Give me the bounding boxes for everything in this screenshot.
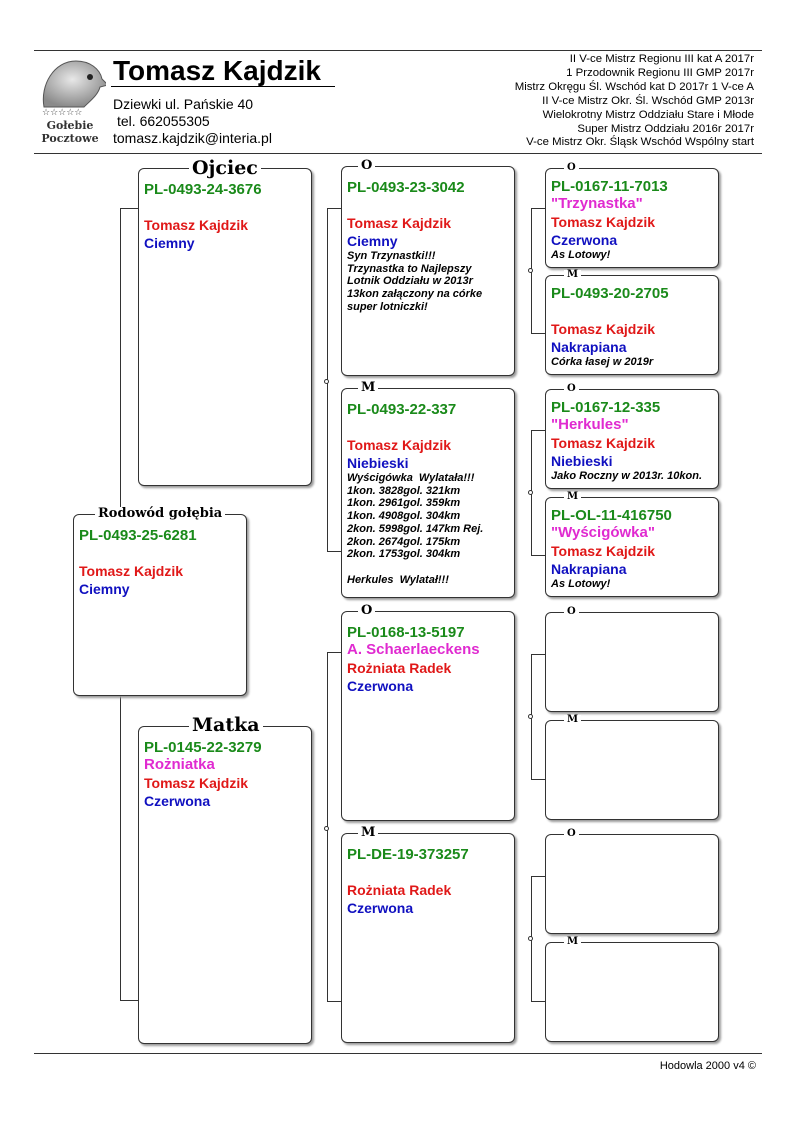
connector-dot (528, 268, 533, 273)
breeder-name: Rożniata Radek (347, 660, 452, 676)
pigeon-nickname: Rożniatka (144, 756, 215, 773)
footer-credit: Hodowla 2000 v4 © (659, 1060, 756, 1072)
connector-pigeon-mother (120, 695, 138, 1001)
pigeon-note: Jako Roczny w 2013r. 10kon. (551, 470, 703, 482)
pigeon-note: Syn Trzynastki!!! Trzynastka to Najlepszy Lotnik Oddziału w 2013r 13kon załączony na córke super lotniczki! (347, 250, 483, 313)
connector-father-parents (327, 208, 341, 552)
sire-mark: O (564, 163, 579, 173)
owner-name: Tomasz Kajdzik (113, 55, 321, 86)
breeder-name: Tomasz Kajdzik (347, 215, 451, 231)
ff-sire-card[interactable] (545, 168, 719, 268)
connector-pigeon-father (120, 208, 138, 514)
breeder-name: Tomasz Kajdzik (551, 435, 655, 451)
father-label: Ojciec (189, 159, 261, 178)
pigeon-card[interactable] (73, 514, 247, 696)
achievement-item: Wielokrotny Mistrz Oddziału Stare i Młode (542, 108, 754, 121)
connector-dot (528, 490, 533, 495)
breeder-name: Tomasz Kajdzik (79, 563, 183, 579)
pigeon-nickname: "Trzynastka" (551, 195, 643, 212)
achievement-item: V-ce Mistrz Okr. Śląsk Wschód Wspólny start (526, 136, 754, 149)
mother-card[interactable] (138, 726, 312, 1044)
svg-text:Pocztowe: Pocztowe (41, 132, 99, 145)
feather-color: Nakrapiana (551, 339, 627, 355)
breeder-name: Tomasz Kajdzik (144, 775, 248, 791)
ring-number: PL-0168-13-5197 (347, 624, 465, 641)
feather-color: Czerwona (551, 232, 618, 248)
pigeon-note: As Lotowy! (551, 249, 611, 261)
connector-mf-parents (531, 654, 545, 780)
pedigree-label: Rodowód gołębia (95, 507, 225, 520)
owner-underline (111, 86, 335, 87)
father-dam-card[interactable] (341, 388, 515, 598)
mother-label: Matka (189, 716, 263, 735)
connector-mother-parents (327, 652, 341, 1002)
mm-sire-card[interactable] (545, 834, 719, 934)
dam-mark: M (358, 826, 378, 839)
pigeon-nickname: "Herkules" (551, 416, 629, 433)
dam-mark: M (564, 937, 581, 947)
achievement-item: Super Mistrz Oddziału 2016r 2017r (577, 122, 754, 135)
pigeon-nickname: "Wyścigówka" (551, 524, 655, 541)
ring-number: PL-0493-24-3676 (144, 181, 262, 198)
mother-dam-card[interactable] (341, 833, 515, 1043)
pigeon-logo (36, 55, 106, 147)
connector-dot (324, 379, 329, 384)
header-rule (34, 153, 762, 154)
breeder-name: Tomasz Kajdzik (144, 217, 248, 233)
connector-fm-parents (531, 430, 545, 556)
feather-color: Ciemny (144, 235, 195, 251)
connector-mm-parents (531, 876, 545, 1002)
achievement-item: II V-ce Mistrz Okr. Śl. Wschód GMP 2013r (542, 94, 754, 107)
breeder-name: Tomasz Kajdzik (551, 321, 655, 337)
ring-number: PL-0493-20-2705 (551, 285, 669, 302)
pigeon-head-icon (36, 55, 106, 147)
owner-address: Dziewki ul. Pańskie 40 (113, 96, 254, 112)
pigeon-nickname: A. Schaerlaeckens (347, 641, 480, 658)
feather-color: Ciemny (347, 233, 398, 249)
ring-number: PL-0493-23-3042 (347, 179, 465, 196)
svg-text:Gołebie: Gołebie (46, 119, 94, 132)
ring-number: PL-OL-11-416750 (551, 507, 672, 524)
top-rule (34, 50, 762, 51)
connector-dot (528, 936, 533, 941)
sire-mark: O (358, 604, 375, 617)
achievement-item: II V-ce Mistrz Regionu III kat A 2017r (569, 53, 754, 65)
ring-number: PL-0493-22-337 (347, 401, 457, 418)
breeder-name: Tomasz Kajdzik (551, 543, 655, 559)
feather-color: Czerwona (144, 793, 211, 809)
sire-mark: O (564, 829, 579, 839)
feather-color: Czerwona (347, 678, 414, 694)
breeder-name: Rożniata Radek (347, 882, 452, 898)
dam-mark: M (564, 270, 581, 280)
ring-number: PL-0145-22-3279 (144, 739, 262, 756)
svg-text:☆☆☆☆☆: ☆☆☆☆☆ (42, 108, 83, 118)
dam-mark: M (564, 492, 581, 502)
sire-mark: O (358, 159, 375, 172)
connector-dot (528, 714, 533, 719)
owner-phone: tel. 662055305 (117, 113, 210, 129)
feather-color: Niebieski (551, 453, 613, 469)
ring-number: PL-0493-25-6281 (79, 527, 197, 544)
father-card[interactable] (138, 168, 312, 486)
fm-sire-card[interactable] (545, 389, 719, 489)
dam-mark: M (564, 715, 581, 725)
sire-mark: O (564, 384, 579, 394)
breeder-name: Tomasz Kajdzik (551, 214, 655, 230)
feather-color: Ciemny (79, 581, 130, 597)
pigeon-note: As Lotowy! (551, 578, 611, 590)
footer-rule (34, 1053, 762, 1054)
mf-dam-card[interactable] (545, 720, 719, 820)
mf-sire-card[interactable] (545, 612, 719, 712)
fm-dam-card[interactable] (545, 497, 719, 597)
ring-number: PL-0167-12-335 (551, 399, 661, 416)
owner-email: tomasz.kajdzik@interia.pl (113, 130, 272, 146)
feather-color: Niebieski (347, 455, 409, 471)
achievements-list (454, 53, 754, 150)
pigeon-note: Córka łasej w 2019r (551, 356, 654, 368)
connector-ff-parents (531, 208, 545, 334)
feather-color: Czerwona (347, 900, 414, 916)
pigeon-note: Wyścigówka Wylatała!!! 1kon. 3828gol. 321km 1kon. 2961gol. 359km 1kon. 4908gol. 304km 2kon. 5998gol. 147km Rej. 2kon. 2674gol. 175km 2kon. 1753gol. 304km Herkules Wylatał!!! (347, 472, 484, 586)
sire-mark: O (564, 607, 579, 617)
breeder-name: Tomasz Kajdzik (347, 437, 451, 453)
dam-mark: M (358, 381, 378, 394)
achievement-item: 1 Przodownik Regionu III GMP 2017r (566, 66, 754, 79)
ring-number: PL-DE-19-373257 (347, 846, 469, 863)
mother-sire-card[interactable] (341, 611, 515, 821)
connector-dot (324, 826, 329, 831)
ff-dam-card[interactable] (545, 275, 719, 375)
father-sire-card[interactable] (341, 166, 515, 376)
ring-number: PL-0167-11-7013 (551, 178, 668, 195)
mm-dam-card[interactable] (545, 942, 719, 1042)
achievement-item: Mistrz Okręgu Śl. Wschód kat D 2017r 1 V-ce A (514, 80, 754, 93)
feather-color: Nakrapiana (551, 561, 627, 577)
